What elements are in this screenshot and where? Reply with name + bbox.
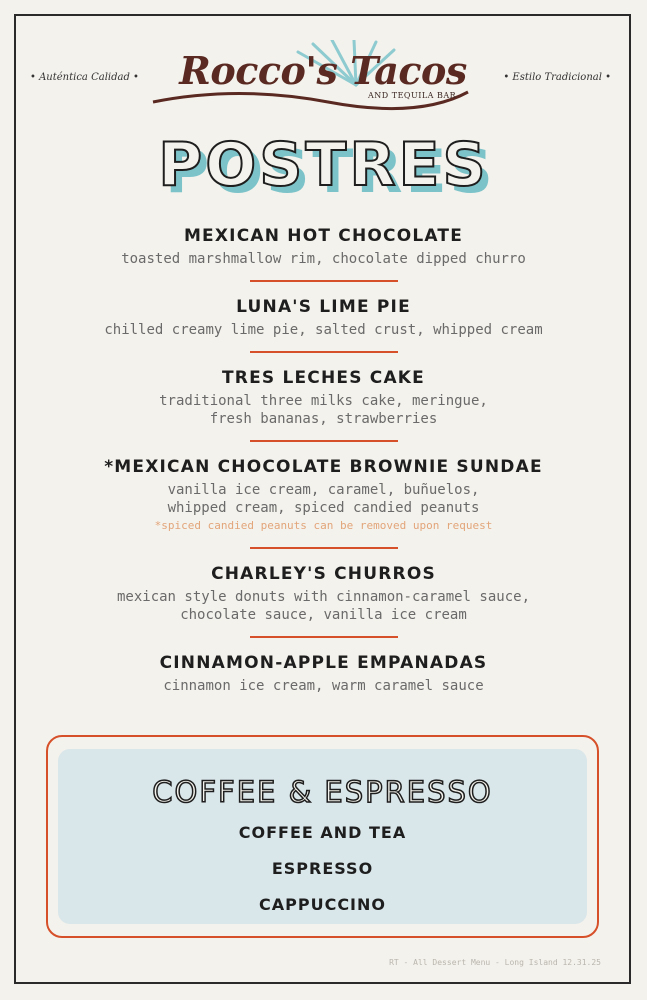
item-name: CHARLEY'S CHURROS (211, 564, 436, 584)
item-name: *MEXICAN CHOCOLATE BROWNIE SUNDAE (104, 457, 543, 477)
item-name: MEXICAN HOT CHOCOLATE (183, 226, 464, 246)
item-description: chocolate sauce, vanilla ice cream (180, 607, 467, 623)
divider (250, 636, 398, 638)
divider (250, 351, 398, 353)
item-description: fresh bananas, strawberries (209, 411, 438, 427)
coffee-panel (58, 749, 587, 924)
coffee-item: COFFEE AND TEA (238, 823, 407, 842)
menu-item (0, 364, 647, 428)
menu-item (0, 222, 647, 268)
divider (250, 280, 398, 282)
menu-item (0, 453, 647, 535)
item-name: CINNAMON-APPLE EMPANADAS (159, 653, 488, 673)
menu-item (0, 293, 647, 339)
page-title: POSTRES (158, 130, 489, 200)
brand-logo (148, 40, 498, 115)
coffee-title: COFFEE & ESPRESSO (152, 775, 493, 809)
coffee-item: ESPRESSO (271, 859, 374, 878)
footer-note: RT - All Dessert Menu - Long Island 12.31.25 (389, 958, 601, 967)
item-description: cinnamon ice cream, warm caramel sauce (163, 678, 484, 694)
logo-subtitle: AND TEQUILA BAR (368, 91, 457, 100)
item-name: LUNA'S LIME PIE (236, 297, 411, 317)
divider (250, 547, 398, 549)
item-description: chilled creamy lime pie, salted crust, whipped cream (104, 322, 543, 338)
left-tagline: • Auténtica Calidad • (30, 72, 139, 83)
menu-item (0, 560, 647, 624)
menu-header (0, 40, 647, 115)
divider (250, 440, 398, 442)
item-description: toasted marshmallow rim, chocolate dipped churro (121, 251, 526, 267)
coffee-section (46, 735, 599, 938)
item-name: TRES LECHES CAKE (221, 368, 425, 388)
coffee-item: CAPPUCCINO (259, 895, 386, 914)
item-description: traditional three milks cake, meringue, (159, 393, 488, 409)
logo-title: Rocco's Tacos (179, 48, 467, 93)
item-description: vanilla ice cream, caramel, buñuelos, (167, 482, 480, 498)
menu-item (0, 649, 647, 695)
coffee-list (58, 815, 587, 923)
item-description: mexican style donuts with cinnamon-caramel sauce, (116, 589, 530, 605)
item-description: whipped cream, spiced candied peanuts (167, 500, 480, 516)
dessert-list (0, 222, 647, 695)
right-tagline: • Estilo Tradicional • (503, 72, 611, 83)
item-note: *spiced candied peanuts can be removed upon request (154, 519, 493, 532)
